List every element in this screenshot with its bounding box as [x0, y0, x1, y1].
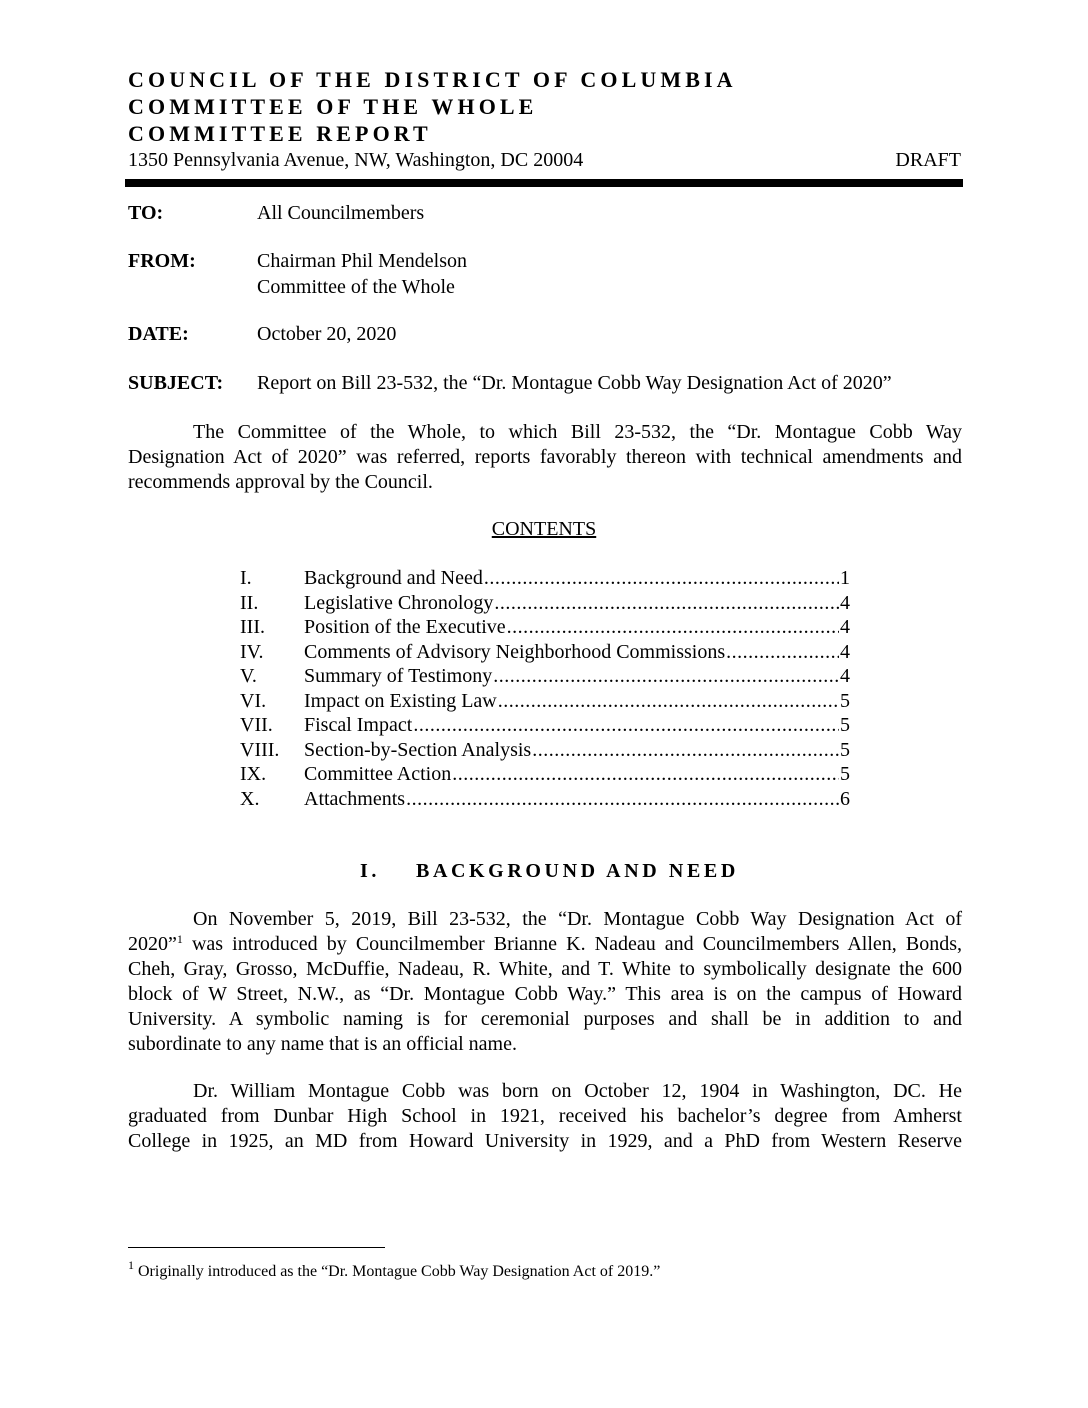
toc-page: 4 — [840, 665, 850, 687]
toc-number: VII. — [240, 714, 273, 736]
from-value-name: Chairman Phil Mendelson — [257, 250, 467, 272]
footnote-rule — [128, 1247, 385, 1248]
toc-title: Comments of Advisory Neighborhood Commissions — [304, 640, 726, 663]
toc-page: 6 — [840, 787, 850, 810]
footnote — [128, 1258, 661, 1281]
paragraph-line: block of W Street, N.W., as “Dr. Montague Cobb Way.” This area is on the campus of Howard — [128, 983, 962, 1005]
toc-page: 5 — [840, 763, 850, 785]
intro-line: The Committee of the Whole, to which Bill 23-532, the “Dr. Montague Cobb Way — [193, 421, 962, 443]
toc-leader — [726, 640, 839, 665]
toc-title: Attachments — [304, 787, 406, 810]
from-label: FROM: — [128, 250, 196, 272]
header-council: COUNCIL OF THE DISTRICT OF COLUMBIA — [128, 67, 737, 92]
draft-status: DRAFT — [895, 149, 961, 171]
paragraph-line: subordinate to any name that is an official name. — [128, 1033, 517, 1055]
toc-title: Committee Action — [304, 763, 452, 785]
toc-leader — [507, 615, 839, 640]
paragraph-line — [128, 932, 962, 957]
toc-number: I. — [240, 567, 252, 589]
to-value: All Councilmembers — [257, 202, 425, 224]
toc-item[interactable] — [240, 640, 850, 665]
paragraph-line: University. A symbolic naming is for ceremonial purposes and shall be in addition to and — [128, 1008, 962, 1030]
header-report-type: COMMITTEE REPORT — [128, 121, 432, 146]
background-paragraph-2 — [128, 1079, 962, 1154]
toc-leader — [494, 591, 839, 616]
header-rule — [125, 179, 963, 187]
toc-item[interactable] — [240, 738, 850, 763]
toc-number: VI. — [240, 689, 267, 712]
toc-page: 4 — [840, 616, 850, 638]
toc-title: Legislative Chronology — [304, 591, 494, 614]
section-numeral: I. — [360, 860, 380, 882]
toc-number: X. — [240, 787, 260, 810]
toc-item[interactable] — [240, 713, 850, 738]
toc-leader — [493, 664, 839, 689]
date-value: October 20, 2020 — [257, 323, 397, 345]
toc-page: 4 — [840, 591, 850, 614]
toc-number: V. — [240, 665, 257, 687]
toc-title: Background and Need — [304, 567, 483, 589]
toc-number: IX. — [240, 763, 267, 785]
toc-item[interactable] — [240, 591, 850, 616]
contents-title: CONTENTS — [491, 518, 597, 540]
toc-item[interactable] — [240, 615, 850, 640]
toc-leader — [532, 738, 839, 763]
toc-page: 4 — [840, 640, 850, 663]
toc-page: 5 — [840, 738, 850, 761]
toc-leader — [413, 713, 839, 738]
toc-item[interactable] — [240, 566, 850, 591]
date-label: DATE: — [128, 323, 189, 345]
paragraph-text: was introduced by Councilmember Brianne K. Nadeau and Councilmembers Allen, Bonds, — [182, 933, 962, 955]
footnote-text: Originally introduced as the “Dr. Montague Cobb Way Designation Act of 2019.” — [134, 1263, 661, 1280]
toc-title: Position of the Executive — [304, 616, 506, 638]
toc-page: 5 — [840, 689, 850, 712]
paragraph-line: Dr. William Montague Cobb was born on October 12, 1904 in Washington, DC. He — [193, 1080, 962, 1102]
toc-page: 5 — [840, 714, 850, 736]
paragraph-line: Cheh, Gray, Grosso, McDuffie, Nadeau, R. White, and T. White to symbolically designate the 600 — [128, 958, 962, 980]
intro-paragraph — [128, 420, 962, 495]
background-paragraph-1 — [128, 907, 962, 1057]
intro-line: Designation Act of 2020” was referred, reports favorably thereon with technical amendments and — [128, 446, 962, 468]
toc-title: Impact on Existing Law — [304, 689, 497, 712]
toc-number: II. — [240, 591, 259, 614]
intro-line: recommends approval by the Council. — [128, 471, 433, 493]
toc-item[interactable] — [240, 664, 850, 689]
header-address: 1350 Pennsylvania Avenue, NW, Washington, DC 20004 — [128, 149, 584, 171]
paragraph-line: College in 1925, an MD from Howard University in 1929, and a PhD from Western Reserve — [128, 1130, 962, 1152]
subject-label: SUBJECT: — [128, 372, 224, 394]
toc-number: IV. — [240, 640, 264, 663]
toc-leader — [406, 787, 839, 812]
toc-item[interactable] — [240, 689, 850, 714]
header-committee: COMMITTEE OF THE WHOLE — [128, 94, 538, 119]
footnote-marker[interactable]: 1 — [176, 932, 183, 946]
toc-leader — [452, 762, 839, 787]
table-of-contents — [240, 566, 850, 811]
toc-item[interactable] — [240, 762, 850, 787]
subject-value: Report on Bill 23-532, the “Dr. Montague Cobb Way Designation Act of 2020” — [257, 372, 892, 394]
to-label: TO: — [128, 202, 164, 224]
section-title: BACKGROUND AND NEED — [416, 860, 739, 882]
from-value-committee: Committee of the Whole — [257, 276, 455, 298]
toc-item[interactable] — [240, 787, 850, 812]
footnote-number: 1 — [128, 1258, 134, 1272]
paragraph-line: On November 5, 2019, Bill 23-532, the “Dr. Montague Cobb Way Designation Act of — [193, 908, 962, 930]
paragraph-line: graduated from Dunbar High School in 1921, received his bachelor’s degree from Amherst — [128, 1105, 962, 1127]
toc-title: Section-by-Section Analysis — [304, 738, 532, 761]
toc-title: Summary of Testimony — [304, 665, 493, 687]
section-heading — [360, 860, 739, 883]
paragraph-text: 2020” — [128, 933, 177, 955]
toc-leader — [498, 689, 839, 714]
toc-title: Fiscal Impact — [304, 714, 413, 736]
toc-page: 1 — [840, 567, 850, 589]
toc-leader — [484, 566, 839, 591]
toc-number: VIII. — [240, 738, 280, 761]
toc-number: III. — [240, 616, 265, 638]
